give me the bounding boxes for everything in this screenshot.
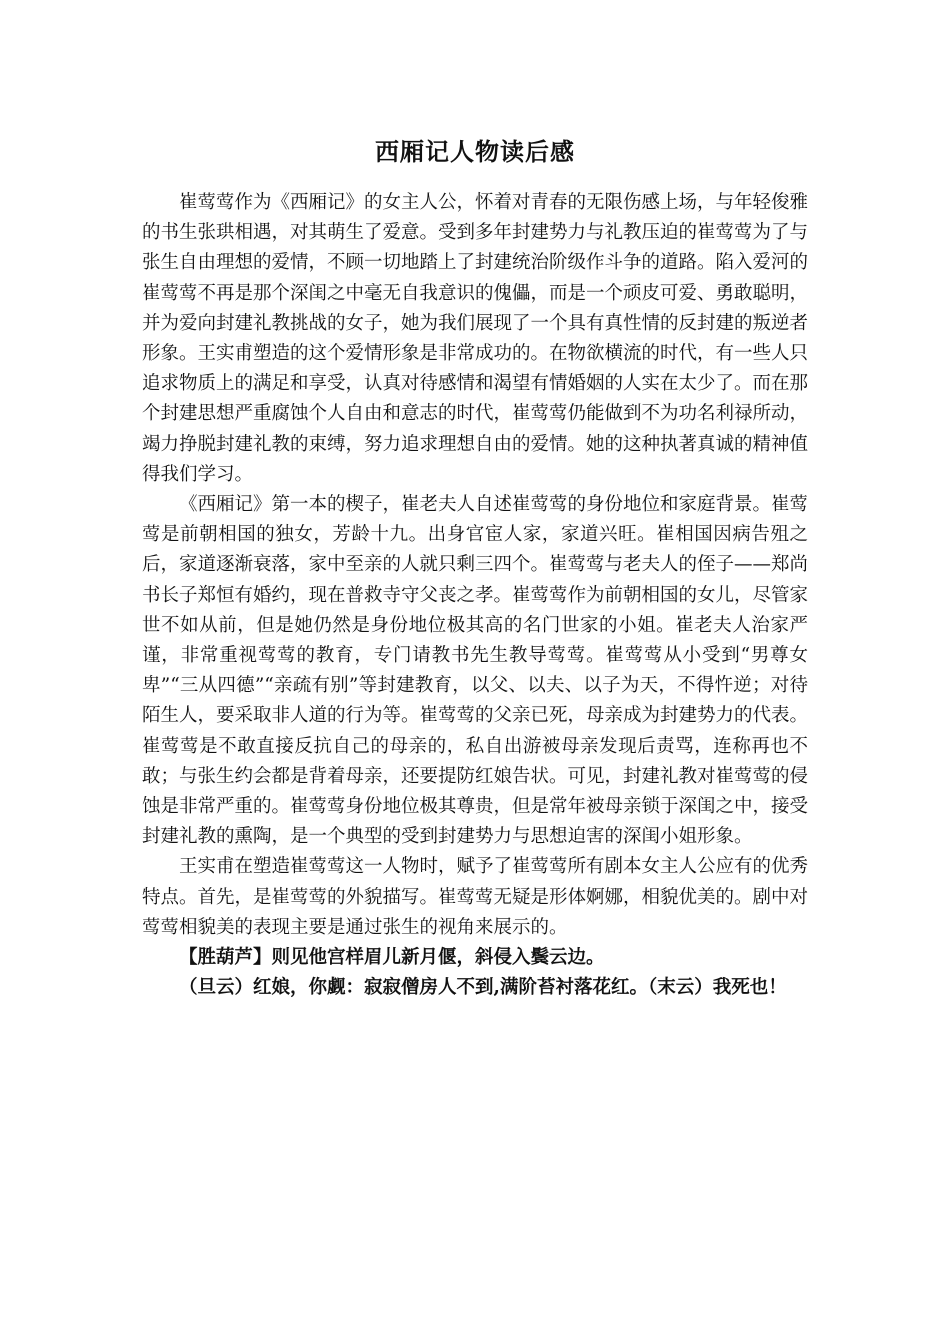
paragraph-2: 《西厢记》第一本的楔子，崔老夫人自述崔莺莺的身份地位和家庭背景。崔莺莺是前朝相国的独女，芳龄十九。出身官宦人家，家道兴旺。崔相国因病告殂之后，家道逐渐衰落，家中至亲的人就只剩三四个。崔莺莺与老夫人的侄子——郑尚书长子郑恒有婚约，现在普救寺守父丧之孝。崔莺莺作为前朝相国的女儿，尽管家世不如从前，但是她仍然是身份地位极其高的名门世家的小姐。崔老夫人治家严谨，非常重视莺莺的教育，专门请教书先生教导莺莺。崔莺莺从小受到“男尊女卑”“三从四德”“亲疏有别”等封建教育，以父、以夫、以子为天，不得忤逆；对待陌生人，要采取非人道的行为等。崔莺莺的父亲已死，母亲成为封建势力的代表。崔莺莺是不敢直接反抗自己的母亲的，私自出游被母亲发现后责骂，连称再也不敢；与张生约会都是背着母亲，还要提防红娘告状。可见，封建礼教对崔莺莺的侵蚀是非常严重的。崔莺莺身份地位极其尊贵，但是常年被母亲锁于深闺之中，接受封建礼教的熏陶，是一个典型的受到封建势力与思想迫害的深闺小姐形象。 [142, 494, 809, 848]
paragraph-1: 崔莺莺作为《西厢记》的女主人公，怀着对青春的无限伤感上场，与年轻俊雅的书生张珙相遇，对其萌生了爱意。受到多年封建势力与礼教压迫的崔莺莺为了与张生自由理想的爱情，不顾一切地踏上了封建统治阶级作斗争的道路。陷入爱河的崔莺莺不再是那个深闺之中毫无自我意识的傀儡，而是一个顽皮可爱、勇敢聪明，并为爱向封建礼教挑战的女子，她为我们展现了一个具有真性情的反封建的叛逆者形象。王实甫塑造的这个爱情形象是非常成功的。在物欲横流的时代，有一些人只追求物质上的满足和享受，认真对待感情和渴望有情婚姻的人实在太少了。而在那个封建思想严重腐蚀个人自由和意志的时代，崔莺莺仍能做到不为功名利禄所动，竭力挣脱封建礼教的束缚，努力追求理想自由的爱情。她的这种执著真诚的精神值得我们学习。 [142, 192, 809, 485]
paragraph-3: 王实甫在塑造崔莺莺这一人物时，赋予了崔莺莺所有剧本女主人公应有的优秀特点。首先，是崔莺莺的外貌描写。崔莺莺无疑是形体婀娜，相貌优美的。剧中对莺莺相貌美的表现主要是通过张生的视角来展示的。 [142, 856, 809, 938]
document-body [142, 188, 808, 1003]
quote-line-1: 【胜葫芦】则见他宫样眉儿新月偃，斜侵入鬓云边。 [179, 947, 605, 969]
document-title: 西厢记人物读后感 [375, 137, 575, 166]
quote-line-2: （旦云）红娘，你觑：寂寂僧房人不到,满阶苔衬落花红。（末云）我死也！ [179, 977, 787, 999]
